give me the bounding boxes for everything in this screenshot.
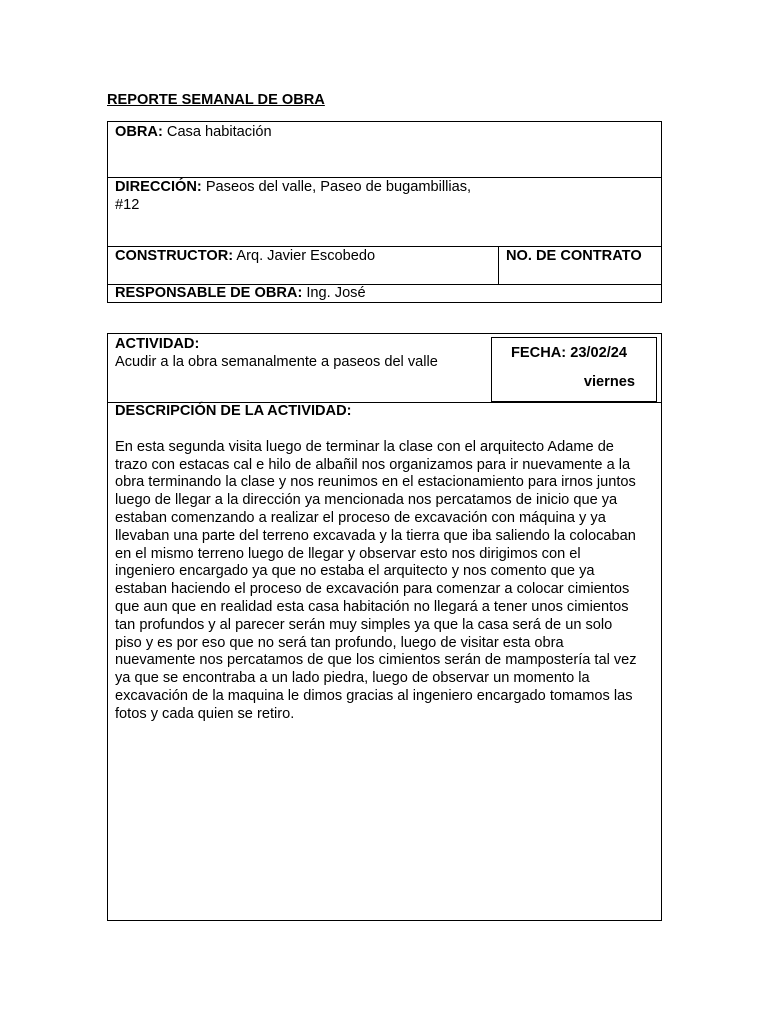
direccion-cell	[108, 177, 661, 246]
descripcion-label: DESCRIPCIÓN DE LA ACTIVIDAD:	[115, 403, 352, 419]
actividad-cell	[108, 334, 488, 402]
descripcion-line: que aun que en realidad esta casa habitación no llegará a tener unos cimientos	[115, 598, 629, 615]
descripcion-line: estaban haciendo el proceso de excavación para comenzar a colocar cimientos	[115, 581, 630, 598]
fecha-line	[511, 345, 627, 363]
direccion-label: DIRECCIÓN:	[115, 179, 202, 195]
descripcion-line: luego de llegar a la dirección ya mencionada nos percatamos de inicio que ya	[115, 492, 618, 509]
descripcion-line: ingeniero encargado ya que no estaba el arquitecto y nos comento que ya	[115, 563, 595, 580]
descripcion-line: fotos y cada quien se retiro.	[115, 705, 295, 722]
descripcion-line: piso y es por eso que no será tan profundo, luego de visitar esta obra	[115, 634, 564, 651]
descripcion-line: llevaban una parte del terreno excavada y la tierra que iba saliendo la colocaban	[115, 527, 636, 544]
project-info-table	[107, 121, 662, 303]
descripcion-line: estaban comenzando a realizar el proceso de excavación con máquina y ya	[115, 509, 606, 526]
fecha-value: 23/02/24	[570, 345, 628, 361]
descripcion-body	[115, 439, 657, 724]
fecha-label: FECHA:	[511, 345, 567, 361]
constructor-cell	[108, 246, 499, 284]
descripcion-line: En esta segunda visita luego de terminar la clase con el arquitecto Adame de	[115, 438, 614, 455]
obra-value: Casa habitación	[166, 124, 272, 140]
responsable-label: RESPONSABLE DE OBRA:	[115, 285, 303, 301]
obra-cell	[108, 122, 661, 177]
fecha-box	[491, 337, 657, 402]
responsable-value: Ing. José	[306, 285, 366, 301]
obra-label: OBRA:	[115, 124, 163, 140]
descripcion-line: obra terminando la clase y nos reunimos en el estacionamiento para irnos juntos	[115, 474, 636, 491]
contrato-cell	[499, 246, 661, 284]
constructor-value: Arq. Javier Escobedo	[236, 248, 376, 264]
descripcion-cell	[108, 402, 661, 920]
descripcion-line: excavación de la maquina le dimos gracias al ingeniero encargado tomamos las	[115, 687, 633, 704]
constructor-label: CONSTRUCTOR:	[115, 248, 234, 264]
responsable-cell	[108, 284, 661, 302]
contrato-label: NO. DE CONTRATO	[506, 248, 642, 264]
direccion-value: Paseos del valle, Paseo de bugambillias,	[205, 179, 472, 195]
activity-table	[107, 333, 662, 921]
descripcion-line: trazo con estacas cal e hilo de albañil nos organizamos para ir nuevamente a la	[115, 456, 631, 473]
actividad-label: ACTIVIDAD:	[115, 336, 200, 352]
actividad-value: Acudir a la obra semanalmente a paseos del valle	[115, 353, 438, 370]
fecha-day: viernes	[583, 374, 635, 390]
direccion-value-line-2: #12	[115, 196, 140, 213]
descripcion-line: ya que se encontraba a un lado piedra, luego de observar un momento la	[115, 670, 590, 687]
document-title: REPORTE SEMANAL DE OBRA	[107, 92, 325, 108]
descripcion-line: nuevamente nos percatamos de que los cimientos serán de mampostería tal vez	[115, 652, 637, 669]
descripcion-line: tan profundos y al parecer serán muy simples ya que la casa será de un solo	[115, 616, 613, 633]
descripcion-line: en el mismo terreno luego de llegar y observar esto nos dirigimos con el	[115, 545, 581, 562]
